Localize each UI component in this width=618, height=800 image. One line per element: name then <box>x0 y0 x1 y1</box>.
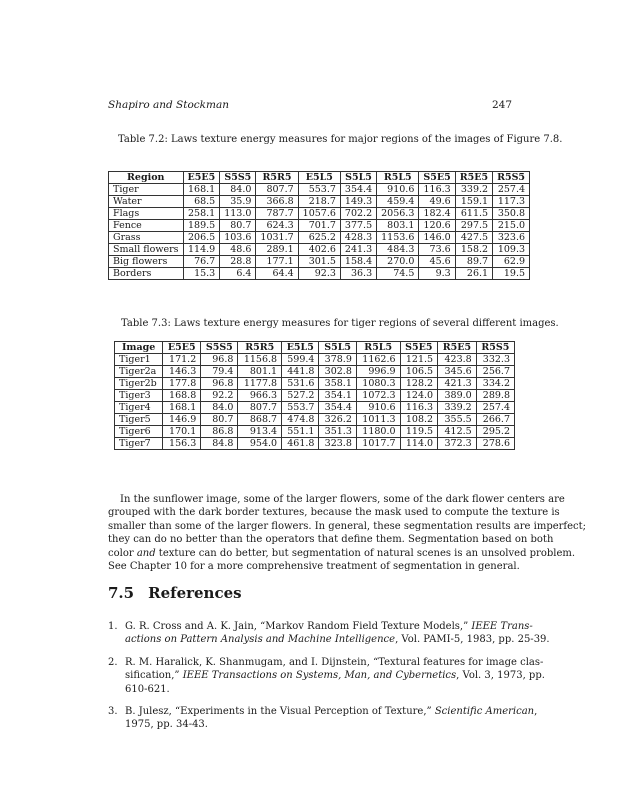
column-header: R5E5 <box>455 172 492 184</box>
value-cell: 120.6 <box>419 220 455 232</box>
value-cell: 913.4 <box>238 426 282 438</box>
value-cell: 461.8 <box>282 438 319 450</box>
value-cell: 302.8 <box>319 366 356 378</box>
text-run: , <box>534 706 538 718</box>
row-label-cell: Borders <box>109 268 184 280</box>
value-cell: 177.1 <box>256 256 298 268</box>
value-cell: 807.7 <box>256 184 298 196</box>
value-cell: 149.3 <box>340 196 376 208</box>
value-cell: 206.5 <box>183 232 220 244</box>
table-row <box>109 232 530 244</box>
value-cell: 377.5 <box>340 220 376 232</box>
value-cell: 350.8 <box>493 208 530 220</box>
row-label-cell: Tiger2b <box>115 378 163 390</box>
value-cell: 1072.3 <box>356 390 400 402</box>
value-cell: 19.5 <box>493 268 530 280</box>
row-label-cell: Tiger2a <box>115 366 163 378</box>
value-cell: 146.3 <box>163 366 201 378</box>
row-label-cell: Tiger <box>109 184 184 196</box>
row-label-cell: Fence <box>109 220 184 232</box>
value-cell: 372.3 <box>438 438 477 450</box>
value-cell: 103.6 <box>220 232 256 244</box>
value-cell: 158.4 <box>340 256 376 268</box>
value-cell: 297.5 <box>455 220 492 232</box>
value-cell: 92.3 <box>298 268 340 280</box>
value-cell: 531.6 <box>282 378 319 390</box>
column-header: E5L5 <box>298 172 340 184</box>
paragraph-line: they can do no better than the operators that define them. Segmentation based on both <box>108 534 554 546</box>
value-cell: 182.4 <box>419 208 455 220</box>
value-cell: 257.4 <box>476 402 514 414</box>
text-run: color <box>108 547 137 559</box>
value-cell: 158.2 <box>455 244 492 256</box>
value-cell: 427.5 <box>455 232 492 244</box>
table-7-2 <box>108 171 530 280</box>
value-cell: 459.4 <box>377 196 419 208</box>
value-cell: 28.8 <box>220 256 256 268</box>
value-cell: 109.3 <box>493 244 530 256</box>
value-cell: 1057.6 <box>298 208 340 220</box>
value-cell: 170.1 <box>163 426 201 438</box>
column-header: S5L5 <box>340 172 376 184</box>
header-authors: Shapiro and Stockman <box>108 99 230 111</box>
value-cell: 119.5 <box>400 426 438 438</box>
table-row <box>109 220 530 232</box>
value-cell: 45.6 <box>419 256 455 268</box>
value-cell: 527.2 <box>282 390 319 402</box>
row-label-cell: Water <box>109 196 184 208</box>
column-header: S5E5 <box>419 172 455 184</box>
value-cell: 108.2 <box>400 414 438 426</box>
row-label-cell: Flags <box>109 208 184 220</box>
value-cell: 910.6 <box>356 402 400 414</box>
table-row <box>115 426 515 438</box>
value-cell: 121.5 <box>400 354 438 366</box>
column-header: E5E5 <box>163 342 201 354</box>
value-cell: 171.2 <box>163 354 201 366</box>
value-cell: 9.3 <box>419 268 455 280</box>
value-cell: 159.1 <box>455 196 492 208</box>
table-row <box>115 390 515 402</box>
paragraph-line <box>108 547 576 560</box>
value-cell: 73.6 <box>419 244 455 256</box>
table-row <box>115 414 515 426</box>
value-cell: 323.8 <box>319 438 356 450</box>
value-cell: 474.8 <box>282 414 319 426</box>
column-header-label: Image <box>115 342 163 354</box>
table-7-3-caption: Table 7.3: Laws texture energy measures for tiger regions of several different images. <box>121 318 559 329</box>
row-label-cell: Tiger6 <box>115 426 163 438</box>
value-cell: 189.5 <box>183 220 220 232</box>
column-header: S5S5 <box>220 172 256 184</box>
body-paragraph <box>108 493 587 573</box>
column-header: R5S5 <box>493 172 530 184</box>
value-cell: 256.7 <box>476 366 514 378</box>
text-run: , Vol. 3, 1973, pp. <box>456 670 545 682</box>
value-cell: 168.1 <box>163 402 201 414</box>
value-cell: 910.6 <box>377 184 419 196</box>
table-row <box>109 196 530 208</box>
value-cell: 1017.7 <box>356 438 400 450</box>
reference-item <box>108 656 545 696</box>
value-cell: 168.8 <box>163 390 201 402</box>
value-cell: 258.1 <box>183 208 220 220</box>
column-header: R5E5 <box>438 342 477 354</box>
value-cell: 354.1 <box>319 390 356 402</box>
value-cell: 15.3 <box>183 268 220 280</box>
value-cell: 625.2 <box>298 232 340 244</box>
reference-number: 1. <box>108 621 118 632</box>
row-label-cell: Tiger4 <box>115 402 163 414</box>
reference-item <box>108 705 538 732</box>
value-cell: 611.5 <box>455 208 492 220</box>
table-7-2-caption: Table 7.2: Laws texture energy measures for major regions of the images of Figure 7.8. <box>118 134 563 145</box>
value-cell: 954.0 <box>238 438 282 450</box>
table-row <box>115 402 515 414</box>
table-row <box>109 268 530 280</box>
column-header: R5L5 <box>356 342 400 354</box>
row-label-cell: Grass <box>109 232 184 244</box>
value-cell: 428.3 <box>340 232 376 244</box>
section-number: 7.5 <box>108 584 135 602</box>
value-cell: 351.3 <box>319 426 356 438</box>
running-header <box>108 99 512 113</box>
value-cell: 6.4 <box>220 268 256 280</box>
value-cell: 124.0 <box>400 390 438 402</box>
value-cell: 289.8 <box>476 390 514 402</box>
table-row <box>109 244 530 256</box>
value-cell: 92.2 <box>201 390 238 402</box>
text-run: , Vol. PAMI-5, 1983, pp. 25-39. <box>395 634 550 646</box>
value-cell: 146.0 <box>419 232 455 244</box>
value-cell: 701.7 <box>298 220 340 232</box>
reference-list <box>108 620 550 741</box>
value-cell: 423.8 <box>438 354 477 366</box>
value-cell: 266.7 <box>476 414 514 426</box>
value-cell: 168.1 <box>183 184 220 196</box>
value-cell: 84.8 <box>201 438 238 450</box>
value-cell: 295.2 <box>476 426 514 438</box>
value-cell: 79.4 <box>201 366 238 378</box>
section-title: References <box>148 584 242 602</box>
value-cell: 146.9 <box>163 414 201 426</box>
value-cell: 215.0 <box>493 220 530 232</box>
value-cell: 1180.0 <box>356 426 400 438</box>
value-cell: 334.2 <box>476 378 514 390</box>
value-cell: 117.3 <box>493 196 530 208</box>
value-cell: 278.6 <box>476 438 514 450</box>
value-cell: 301.5 <box>298 256 340 268</box>
value-cell: 366.8 <box>256 196 298 208</box>
column-header: R5R5 <box>238 342 282 354</box>
value-cell: 84.0 <box>201 402 238 414</box>
reference-line: R. M. Haralick, K. Shanmugam, and I. Dijnstein, “Textural features for image clas- <box>125 656 544 668</box>
value-cell: 62.9 <box>493 256 530 268</box>
reference-number: 3. <box>108 706 118 718</box>
journal-title: Scientific American <box>434 706 535 718</box>
value-cell: 116.3 <box>400 402 438 414</box>
value-cell: 116.3 <box>419 184 455 196</box>
value-cell: 1080.3 <box>356 378 400 390</box>
row-label-cell: Big flowers <box>109 256 184 268</box>
reference-line: 610-621. <box>125 683 170 695</box>
section-heading <box>108 584 242 602</box>
value-cell: 339.2 <box>438 402 477 414</box>
column-header: R5L5 <box>377 172 419 184</box>
journal-title: IEEE Transactions on Systems, Man, and Cybernetics <box>182 670 457 682</box>
value-cell: 26.1 <box>455 268 492 280</box>
text-run: G. R. Cross and A. K. Jain, “Markov Random Field Texture Models,” <box>125 621 472 632</box>
value-cell: 35.9 <box>220 196 256 208</box>
column-header: E5E5 <box>183 172 220 184</box>
value-cell: 218.7 <box>298 196 340 208</box>
value-cell: 64.4 <box>256 268 298 280</box>
reference-line <box>125 633 550 646</box>
table-row <box>109 208 530 220</box>
value-cell: 289.1 <box>256 244 298 256</box>
value-cell: 402.6 <box>298 244 340 256</box>
table-row <box>115 438 515 450</box>
table-row <box>115 378 515 390</box>
paragraph-line: See Chapter 10 for a more comprehensive treatment of segmentation in general. <box>108 561 520 573</box>
value-cell: 868.7 <box>238 414 282 426</box>
value-cell: 86.8 <box>201 426 238 438</box>
row-label-cell: Tiger5 <box>115 414 163 426</box>
value-cell: 354.4 <box>340 184 376 196</box>
journal-title: actions on Pattern Analysis and Machine Intelligence <box>125 634 396 646</box>
value-cell: 270.0 <box>377 256 419 268</box>
value-cell: 36.3 <box>340 268 376 280</box>
value-cell: 2056.3 <box>377 208 419 220</box>
value-cell: 177.8 <box>163 378 201 390</box>
value-cell: 257.4 <box>493 184 530 196</box>
text-run: sification,” <box>125 670 183 682</box>
value-cell: 702.2 <box>340 208 376 220</box>
value-cell: 355.5 <box>438 414 477 426</box>
value-cell: 1162.6 <box>356 354 400 366</box>
value-cell: 484.3 <box>377 244 419 256</box>
column-header: S5S5 <box>201 342 238 354</box>
paragraph-line: grouped with the dark border textures, because the mask used to compute the texture is <box>108 507 560 519</box>
value-cell: 441.8 <box>282 366 319 378</box>
value-cell: 378.9 <box>319 354 356 366</box>
value-cell: 74.5 <box>377 268 419 280</box>
value-cell: 966.3 <box>238 390 282 402</box>
table-row <box>115 354 515 366</box>
paragraph-line: In the sunflower image, some of the larger flowers, some of the dark flower centers are <box>120 494 565 505</box>
value-cell: 84.0 <box>220 184 256 196</box>
table-header-row <box>109 172 530 184</box>
column-header: S5L5 <box>319 342 356 354</box>
value-cell: 113.0 <box>220 208 256 220</box>
paragraph-line: smaller than some of the larger flowers. In general, these segmentation results are imperfect; <box>108 520 587 532</box>
value-cell: 76.7 <box>183 256 220 268</box>
value-cell: 80.7 <box>220 220 256 232</box>
value-cell: 553.7 <box>282 402 319 414</box>
value-cell: 114.0 <box>400 438 438 450</box>
reference-line <box>125 705 538 718</box>
reference-number: 2. <box>108 656 118 668</box>
value-cell: 1156.8 <box>238 354 282 366</box>
value-cell: 114.9 <box>183 244 220 256</box>
value-cell: 96.8 <box>201 378 238 390</box>
table-row <box>115 366 515 378</box>
value-cell: 128.2 <box>400 378 438 390</box>
reference-item <box>108 620 550 647</box>
reference-line: 1975, pp. 34-43. <box>125 719 208 731</box>
row-label-cell: Tiger7 <box>115 438 163 450</box>
value-cell: 1031.7 <box>256 232 298 244</box>
reference-line <box>125 669 545 682</box>
emphasis-text: and <box>136 547 156 559</box>
value-cell: 553.7 <box>298 184 340 196</box>
value-cell: 68.5 <box>183 196 220 208</box>
value-cell: 80.7 <box>201 414 238 426</box>
value-cell: 801.1 <box>238 366 282 378</box>
table-row <box>109 256 530 268</box>
value-cell: 389.0 <box>438 390 477 402</box>
value-cell: 996.9 <box>356 366 400 378</box>
value-cell: 345.6 <box>438 366 477 378</box>
value-cell: 358.1 <box>319 378 356 390</box>
column-header: R5S5 <box>476 342 514 354</box>
value-cell: 551.1 <box>282 426 319 438</box>
text-run: B. Julesz, “Experiments in the Visual Perception of Texture,” <box>125 706 435 718</box>
row-label-cell: Small flowers <box>109 244 184 256</box>
reference-line <box>125 620 533 633</box>
value-cell: 807.7 <box>238 402 282 414</box>
column-header: R5R5 <box>256 172 298 184</box>
value-cell: 323.6 <box>493 232 530 244</box>
row-label-cell: Tiger3 <box>115 390 163 402</box>
column-header: E5L5 <box>282 342 319 354</box>
table-row <box>109 184 530 196</box>
column-header: S5E5 <box>400 342 438 354</box>
text-run: texture can do better, but segmentation of natural scenes is an unsolved problem. <box>155 547 576 559</box>
value-cell: 624.3 <box>256 220 298 232</box>
value-cell: 1177.8 <box>238 378 282 390</box>
value-cell: 1153.6 <box>377 232 419 244</box>
value-cell: 803.1 <box>377 220 419 232</box>
value-cell: 787.7 <box>256 208 298 220</box>
value-cell: 89.7 <box>455 256 492 268</box>
table-7-3 <box>114 341 515 450</box>
journal-title: IEEE Trans- <box>471 621 533 632</box>
value-cell: 339.2 <box>455 184 492 196</box>
value-cell: 421.3 <box>438 378 477 390</box>
value-cell: 48.6 <box>220 244 256 256</box>
value-cell: 354.4 <box>319 402 356 414</box>
value-cell: 326.2 <box>319 414 356 426</box>
row-label-cell: Tiger1 <box>115 354 163 366</box>
value-cell: 96.8 <box>201 354 238 366</box>
value-cell: 241.3 <box>340 244 376 256</box>
table-header-row <box>115 342 515 354</box>
value-cell: 156.3 <box>163 438 201 450</box>
value-cell: 49.6 <box>419 196 455 208</box>
value-cell: 599.4 <box>282 354 319 366</box>
value-cell: 332.3 <box>476 354 514 366</box>
value-cell: 106.5 <box>400 366 438 378</box>
page-number: 247 <box>491 99 512 111</box>
value-cell: 1011.3 <box>356 414 400 426</box>
value-cell: 412.5 <box>438 426 477 438</box>
column-header-label: Region <box>109 172 184 184</box>
